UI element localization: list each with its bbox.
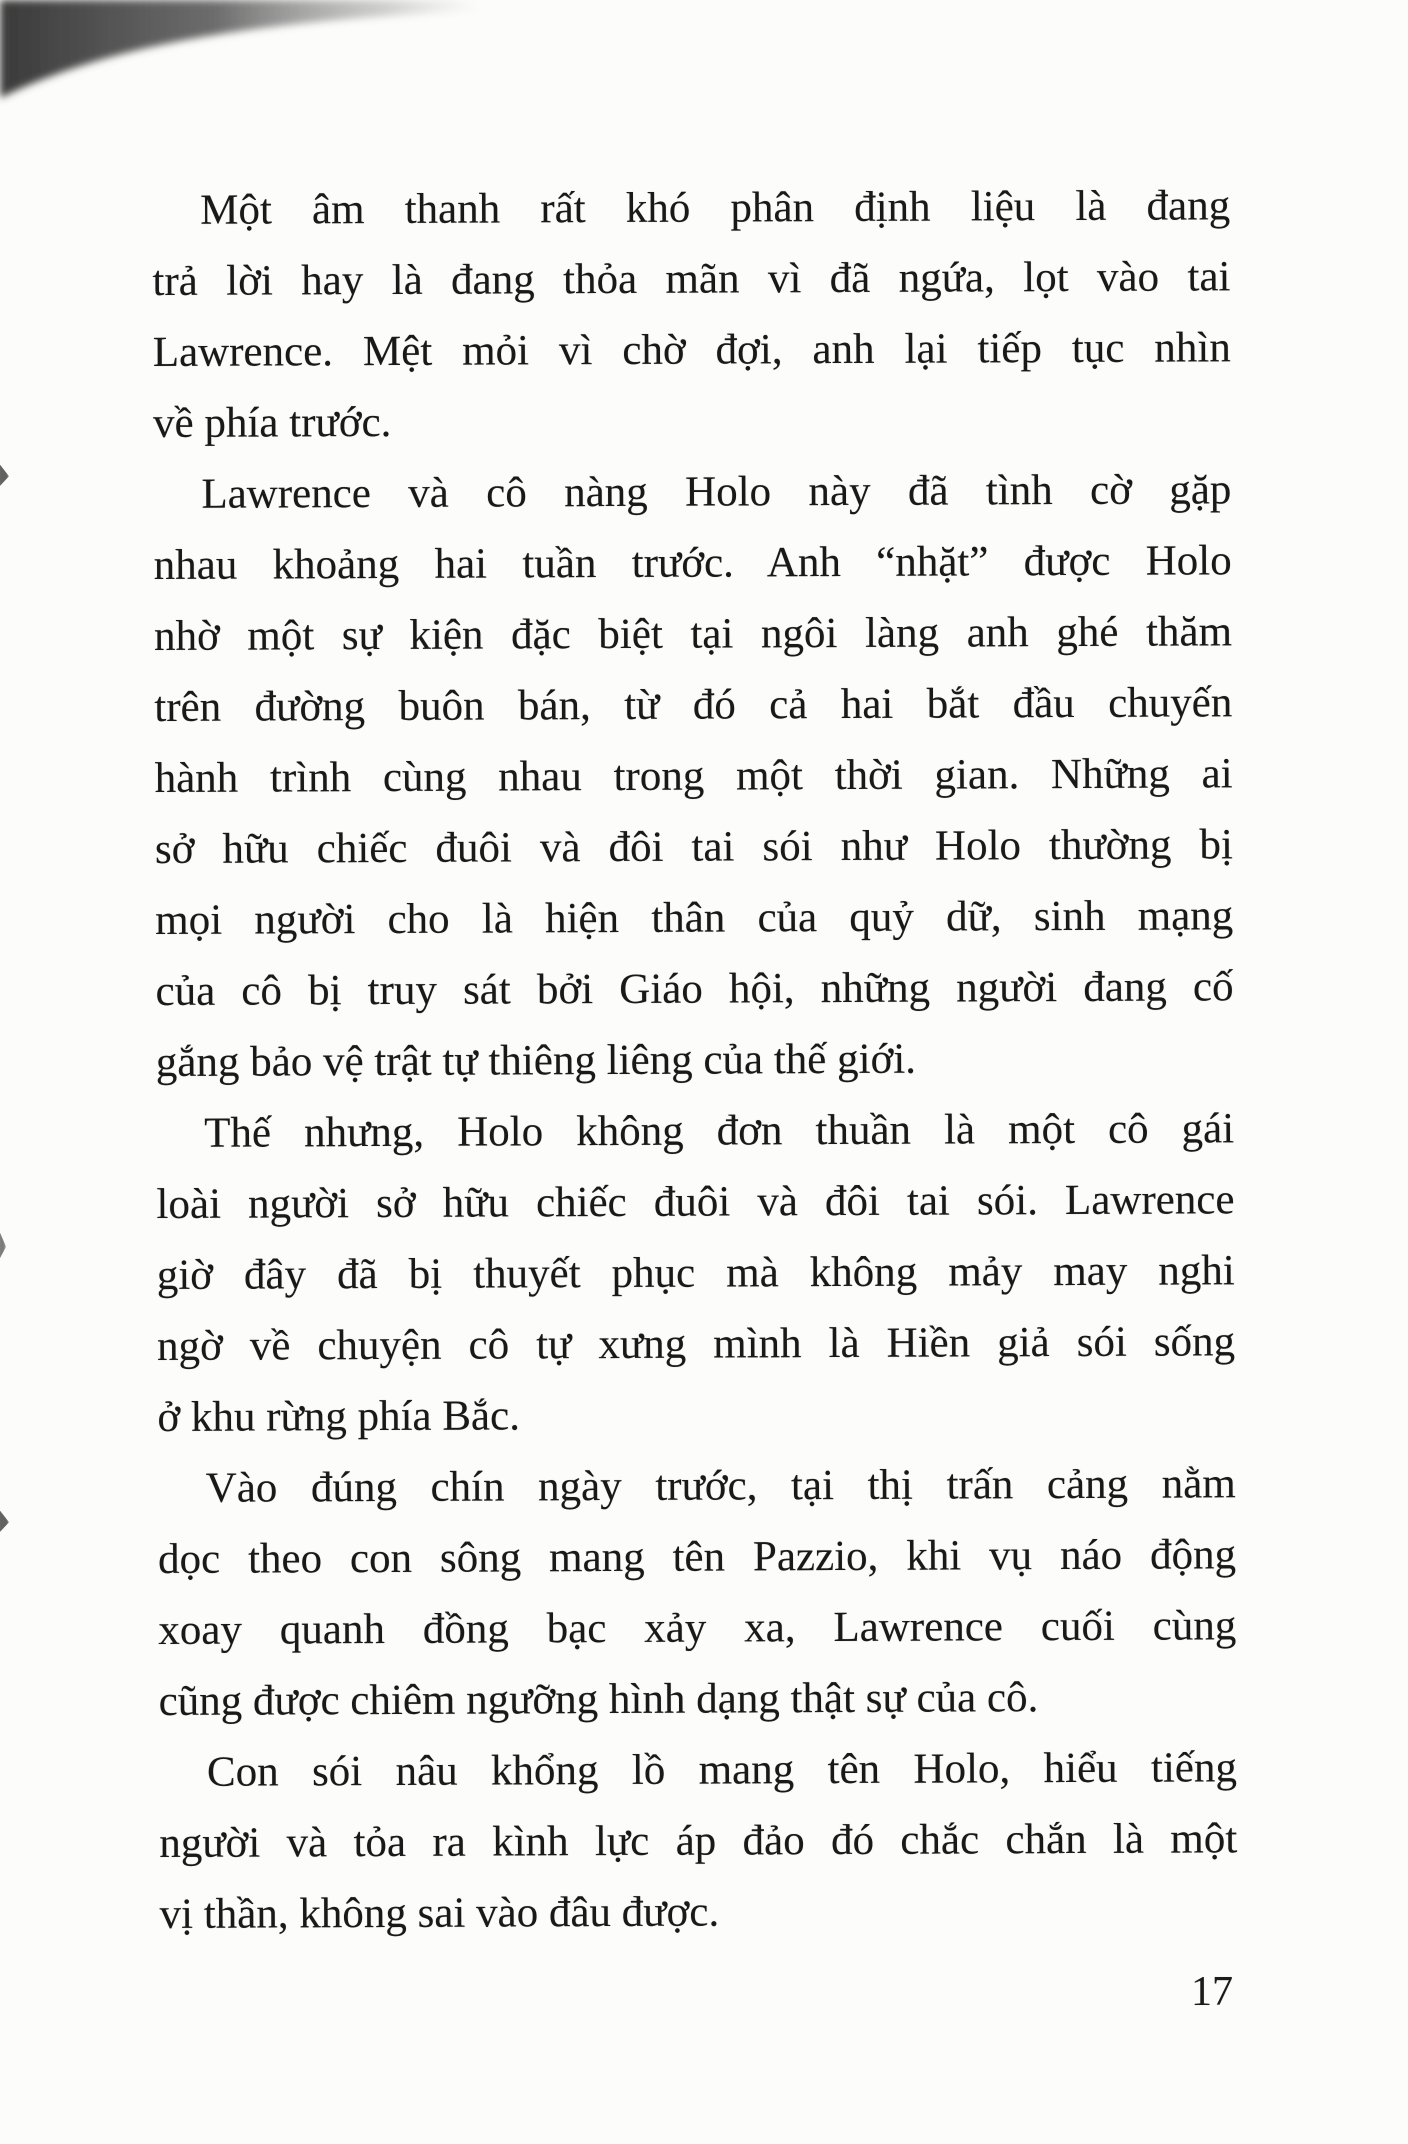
text-line: cũng được chiêm ngưỡng hình dạng thật sự của cô. bbox=[158, 1674, 1039, 1725]
scan-artifact-mark bbox=[0, 1508, 9, 1534]
page-number: 17 bbox=[1191, 1969, 1233, 2015]
text-line: ngờ về chuyện cô tự xưng mình là Hiền giả sói sống bbox=[157, 1318, 1236, 1370]
text-line: trả lời hay là đang thỏa mãn vì đã ngứa, lọt vào tai bbox=[152, 253, 1231, 305]
page-text bbox=[152, 170, 1238, 1950]
text-line: mọi người cho là hiện thân của quỷ dữ, sinh mạng bbox=[155, 892, 1234, 944]
scan-artifact-mark bbox=[0, 1228, 6, 1262]
text-line: xoay quanh đồng bạc xảy xa, Lawrence cuối cùng bbox=[158, 1602, 1237, 1654]
text-line: Lawrence và cô nàng Holo này đã tình cờ gặp bbox=[201, 466, 1232, 518]
page-curl-shadow bbox=[0, 0, 480, 120]
paragraph bbox=[158, 1448, 1237, 1737]
text-line: nhau khoảng hai tuần trước. Anh “nhặt” được Holo bbox=[153, 537, 1232, 589]
text-line: nhờ một sự kiện đặc biệt tại ngôi làng anh ghé thăm bbox=[153, 608, 1233, 660]
text-line: gắng bảo vệ trật tự thiêng liêng của thế giới. bbox=[155, 1035, 917, 1086]
text-line: Vào đúng chín ngày trước, tại thị trấn cảng nằm bbox=[205, 1460, 1236, 1512]
paragraph bbox=[156, 1093, 1236, 1453]
paragraph bbox=[159, 1732, 1238, 1950]
paragraph bbox=[153, 454, 1234, 1098]
text-line: người và tỏa ra kình lực áp đảo đó chắc chắn là một bbox=[159, 1815, 1238, 1867]
text-line: Thế nhưng, Holo không đơn thuần là một cô gái bbox=[204, 1105, 1235, 1157]
text-line: của cô bị truy sát bởi Giáo hội, những người đang cố bbox=[155, 963, 1234, 1015]
text-line: Một âm thanh rất khó phân định liệu là đang bbox=[200, 182, 1231, 234]
text-line: ở khu rừng phía Bắc. bbox=[157, 1392, 521, 1441]
text-line: Con sói nâu khổng lồ mang tên Holo, hiểu tiếng bbox=[206, 1744, 1238, 1796]
paragraph bbox=[152, 170, 1231, 459]
text-line: loài người sở hữu chiếc đuôi và đôi tai sói. Lawrence bbox=[156, 1176, 1235, 1228]
text-line: giờ đây đã bị thuyết phục mà không mảy may nghi bbox=[156, 1247, 1235, 1299]
text-line: sở hữu chiếc đuôi và đôi tai sói như Holo thường bị bbox=[154, 821, 1234, 873]
scan-artifact-mark bbox=[0, 462, 9, 488]
text-line: về phía trước. bbox=[152, 398, 392, 447]
text-line: hành trình cùng nhau trong một thời gian. Những ai bbox=[154, 750, 1233, 802]
text-line: Lawrence. Mệt mỏi vì chờ đợi, anh lại tiếp tục nhìn bbox=[152, 324, 1231, 376]
text-line: dọc theo con sông mang tên Pazzio, khi vụ náo động bbox=[157, 1531, 1237, 1583]
text-line: vị thần, không sai vào đâu được. bbox=[159, 1888, 720, 1938]
text-line: trên đường buôn bán, từ đó cả hai bắt đầu chuyến bbox=[154, 679, 1233, 731]
